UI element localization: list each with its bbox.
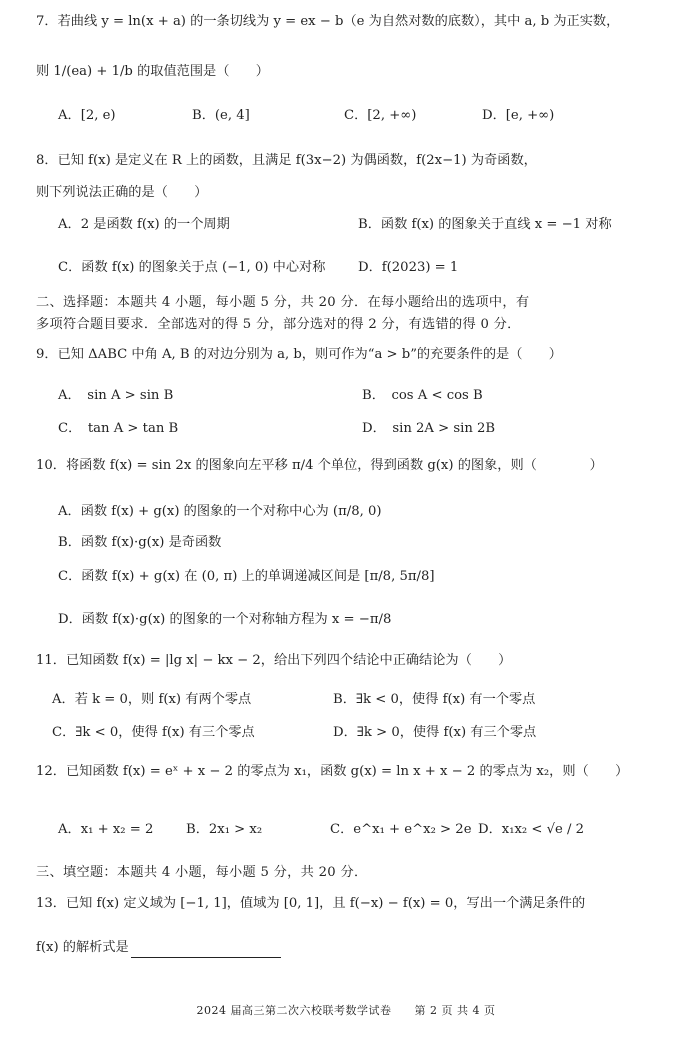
q7-option-b: B．(e, 4] [192, 108, 250, 123]
q11-stem: 11．已知函数 f(x) = |lg x| − kx − 2，给出下列四个结论中正确结论为（ ） [36, 653, 512, 668]
q10-option-d: D．函数 f(x)·g(x) 的图象的一个对称轴方程为 x = −π/8 [58, 612, 392, 627]
q10-stem: 10．将函数 f(x) = sin 2x 的图象向左平移 π/4 个单位，得到函数 g(x) 的图象，则（ ） [36, 458, 603, 473]
q7-stem: 7．若曲线 y = ln(x + a) 的一条切线为 y = ex − b（e 为自然对数的底数），其中 a, b 为正实数， [36, 14, 620, 29]
q9-stem: 9．已知 ΔABC 中角 A, B 的对边分别为 a, b，则可作为“a > b”的充要条件的是（ ） [36, 347, 562, 362]
q7-option-c: C．[2, +∞) [344, 108, 417, 123]
q7-stem-cont: 则 1/(ea) + 1/b 的取值范围是（ ） [36, 64, 269, 79]
q8-option-a: A．2 是函数 f(x) 的一个周期 [58, 217, 230, 232]
q11-option-a: A．若 k = 0，则 f(x) 有两个零点 [52, 692, 252, 707]
q8-stem: 8．已知 f(x) 是定义在 R 上的函数，且满足 f(3x−2) 为偶函数，f(2x−1) 为奇函数， [36, 153, 537, 168]
q10-option-c: C．函数 f(x) + g(x) 在 (0, π) 上的单调递减区间是 [π/8, 5π/8] [58, 569, 435, 584]
q9-option-a: A． sin A > sin B [58, 388, 174, 403]
page-footer: 2024 届高三第二次六校联考数学试卷 第 2 页 共 4 页 [196, 1004, 496, 1017]
q12-option-b: B．2x₁ > x₂ [186, 822, 263, 837]
section-2-header: 二、选择题：本题共 4 小题，每小题 5 分，共 20 分．在每小题给出的选项中，有 [36, 295, 530, 310]
q10-option-a: A．函数 f(x) + g(x) 的图象的一个对称中心为 (π/8, 0) [58, 504, 382, 519]
q13-stem: 13．已知 f(x) 定义域为 [−1, 1]，值域为 [0, 1]，且 f(−x) − f(x) = 0，写出一个满足条件的 [36, 896, 586, 911]
q7-option-a: A．[2, e) [58, 108, 116, 123]
q8-option-c: C．函数 f(x) 的图象关于点 (−1, 0) 中心对称 [58, 260, 326, 275]
q9-option-c: C． tan A > tan B [58, 421, 179, 436]
q8-stem-cont: 则下列说法正确的是（ ） [36, 185, 208, 200]
q11-option-d: D．∃k > 0，使得 f(x) 有三个零点 [333, 725, 537, 740]
q7-option-d: D．[e, +∞) [482, 108, 555, 123]
q11-option-b: B．∃k < 0，使得 f(x) 有一个零点 [333, 692, 536, 707]
q12-option-a: A．x₁ + x₂ = 2 [58, 822, 154, 837]
q13-answer-line [36, 938, 662, 958]
section-3-header: 三、填空题：本题共 4 小题，每小题 5 分，共 20 分． [36, 865, 368, 880]
q12-option-c: C．e^x₁ + e^x₂ > 2e [330, 822, 472, 837]
q11-option-c: C．∃k < 0，使得 f(x) 有三个零点 [52, 725, 255, 740]
q10-option-b: B．函数 f(x)·g(x) 是奇函数 [58, 535, 222, 550]
q13-answer-blank [131, 943, 281, 958]
section-2-header-cont: 多项符合题目要求．全部选对的得 5 分，部分选对的得 2 分，有选错的得 0 分． [36, 317, 521, 332]
q8-option-b: B．函数 f(x) 的图象关于直线 x = −1 对称 [358, 217, 612, 232]
q12-stem: 12．已知函数 f(x) = eˣ + x − 2 的零点为 x₁，函数 g(x) = ln x + x − 2 的零点为 x₂，则（ ） [36, 764, 629, 779]
q9-option-d: D． sin 2A > sin 2B [362, 421, 496, 436]
q8-option-d: D．f(2023) = 1 [358, 260, 459, 275]
q13-stem-cont: f(x) 的解析式是 [36, 940, 129, 955]
q12-option-d: D．x₁x₂ < √e / 2 [478, 822, 585, 837]
q9-option-b: B． cos A < cos B [362, 388, 483, 403]
